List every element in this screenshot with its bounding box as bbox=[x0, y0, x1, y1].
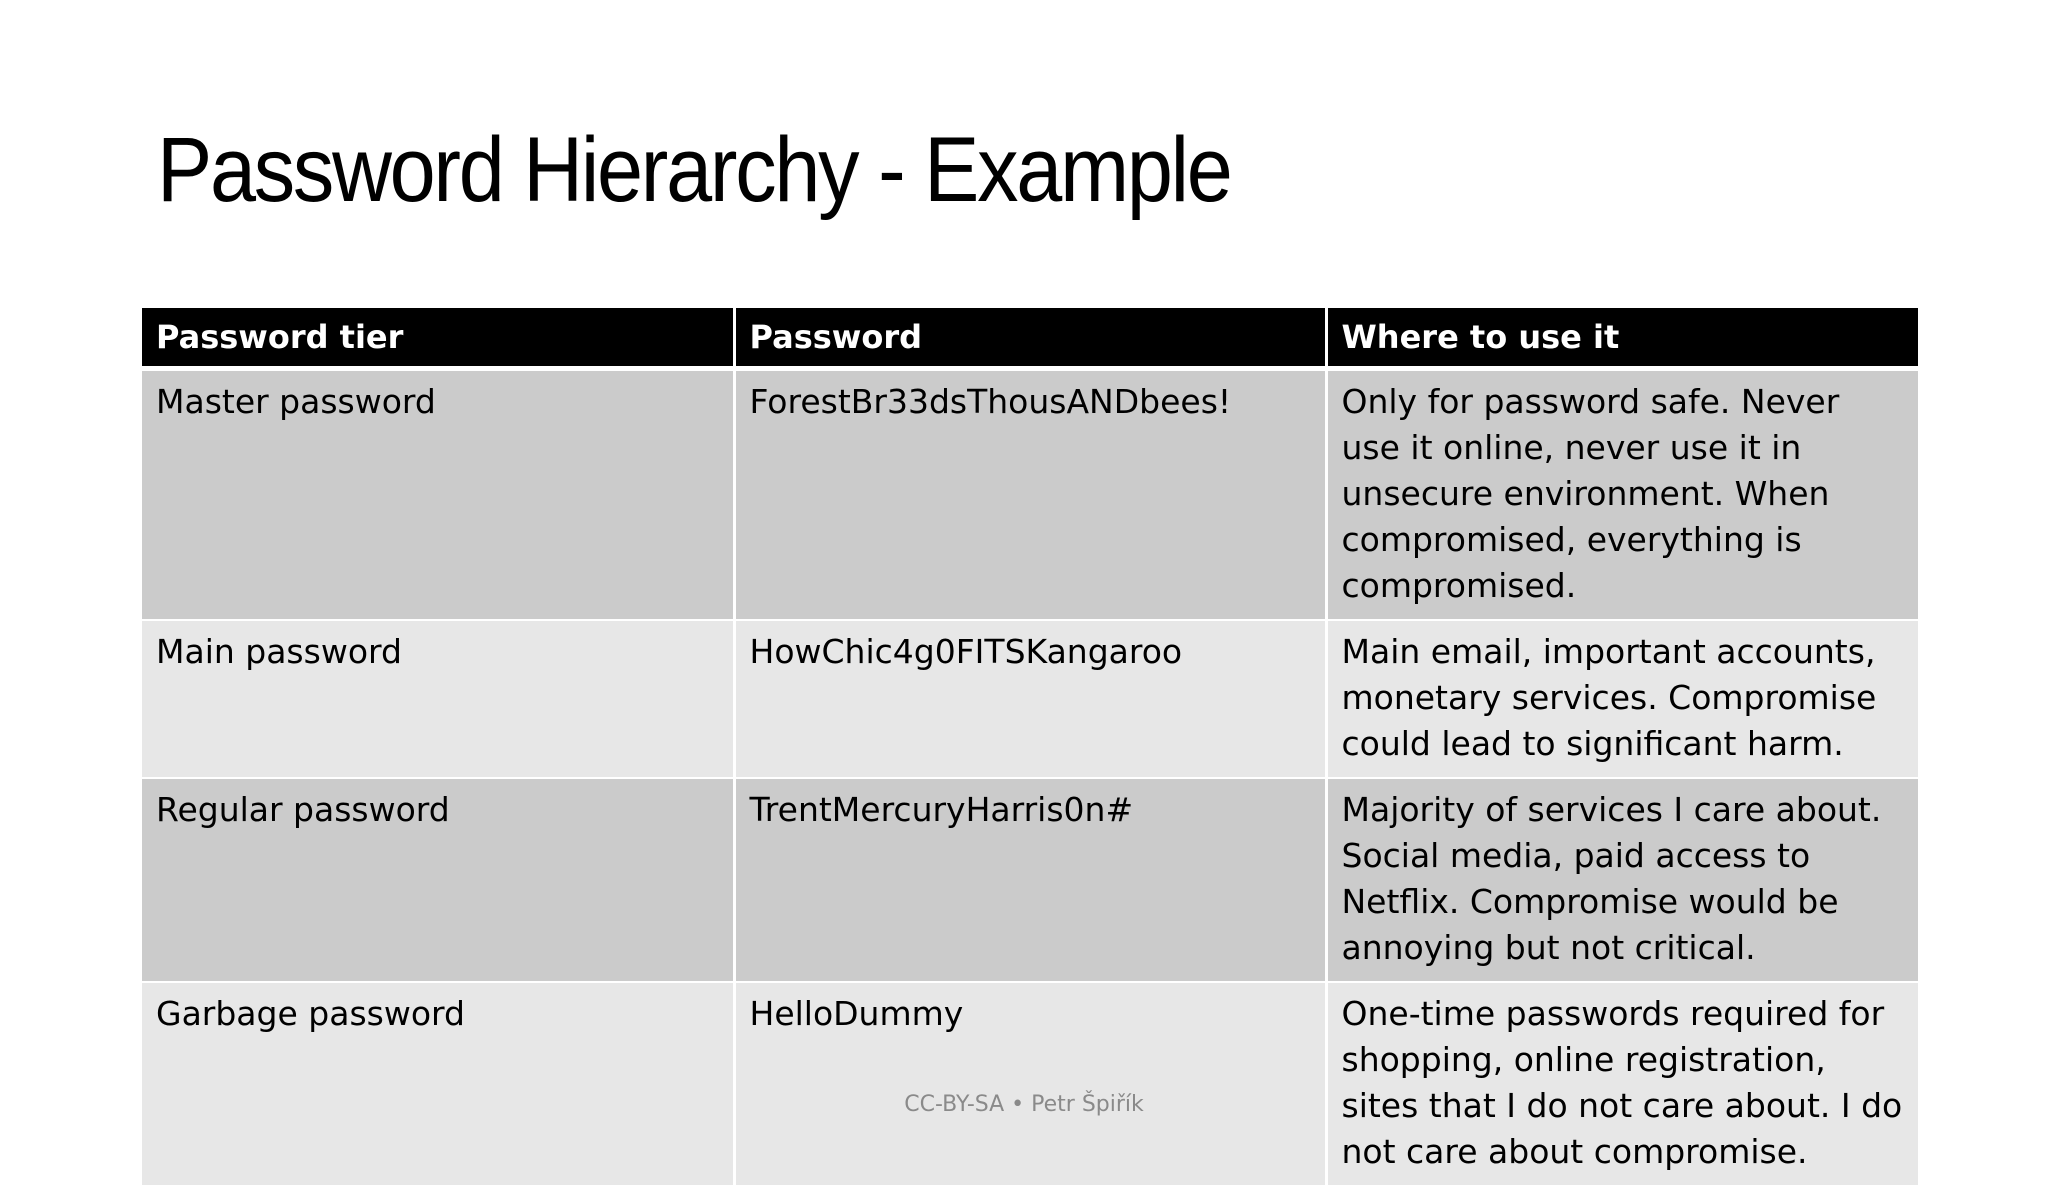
cell-password: HowChic4g0FITSKangaroo bbox=[734, 620, 1326, 778]
cell-tier: Master password bbox=[142, 368, 734, 620]
cell-tier: Main password bbox=[142, 620, 734, 778]
table-row bbox=[142, 778, 1918, 982]
table-row bbox=[142, 368, 1918, 620]
table-header-row bbox=[142, 308, 1918, 368]
table-row bbox=[142, 982, 1918, 1185]
header-password-tier: Password tier bbox=[142, 308, 734, 368]
header-where-to-use: Where to use it bbox=[1326, 308, 1918, 368]
cell-password: TrentMercuryHarris0n# bbox=[734, 778, 1326, 982]
header-password: Password bbox=[734, 308, 1326, 368]
password-tier-table bbox=[142, 308, 1918, 1185]
cell-usage: Only for password safe. Never use it online, never use it in unsecure environment. When compromised, everything is compromised. bbox=[1326, 368, 1918, 620]
cell-password: HelloDummy bbox=[734, 982, 1326, 1185]
slide-footer bbox=[0, 1092, 2048, 1117]
cell-tier: Regular password bbox=[142, 778, 734, 982]
cell-tier: Garbage password bbox=[142, 982, 734, 1185]
table-row bbox=[142, 620, 1918, 778]
cell-usage: Main email, important accounts, monetary services. Compromise could lead to significant harm. bbox=[1326, 620, 1918, 778]
footer-license-author: CC-BY-SA • Petr Špiřík bbox=[904, 1092, 1144, 1117]
cell-usage: One-time passwords required for shopping, online registration, sites that I do not care about. I do not care about compromise. bbox=[1326, 982, 1918, 1185]
cell-password: ForestBr33dsThousANDbees! bbox=[734, 368, 1326, 620]
slide-title: Password Hierarchy - Example bbox=[157, 119, 1231, 221]
cell-usage: Majority of services I care about. Social media, paid access to Netflix. Compromise would be annoying but not critical. bbox=[1326, 778, 1918, 982]
